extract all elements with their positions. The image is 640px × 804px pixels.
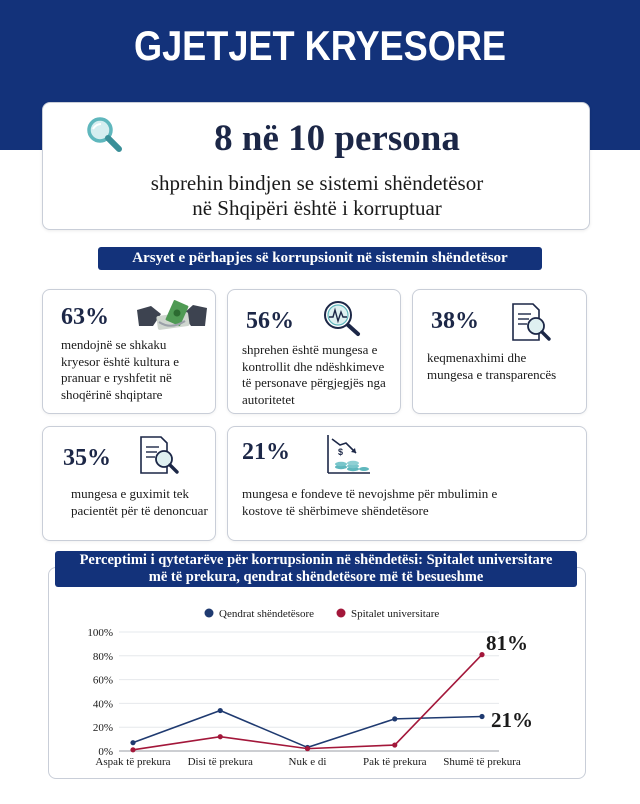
data-point: [130, 747, 135, 752]
key-finding-line: shprehin bindjen se sistemi shëndetësor: [150, 171, 484, 195]
y-tick-label: 20%: [92, 722, 113, 735]
reason-text-line: kontrollit dhe ndëshkimeve: [242, 358, 385, 374]
document-search-icon: [137, 435, 181, 477]
svg-text:$: $: [338, 447, 344, 457]
x-tick-label: Pak të prekura: [362, 756, 427, 768]
perception-title-line: Perceptimi i qytetarëve për korrupsionin në shëndetësi: Spitalet universitare: [79, 552, 553, 568]
key-finding-line: në Shqipëri është i korruptuar: [192, 196, 442, 220]
data-point: [392, 716, 397, 721]
data-point: [218, 708, 223, 713]
reason-text-line: shoqërinë shqiptare: [61, 386, 163, 402]
reason-card: [227, 426, 587, 541]
magnifier-chart-icon: [318, 298, 364, 338]
reason-card: [412, 289, 587, 414]
legend-label: Qendrat shëndetësore: [219, 608, 314, 620]
y-tick-label: 40%: [92, 698, 113, 711]
reasons-section-title: Arsyet e përhapjes së korrupsionit në sistemin shëndetësor: [98, 247, 542, 270]
y-tick-label: 80%: [92, 650, 113, 663]
annotation-label: 81%: [486, 631, 528, 655]
reason-text-line: autoritetet: [242, 391, 295, 407]
reason-text-line: mungesa e transparencës: [427, 366, 557, 382]
data-point: [218, 734, 223, 739]
reason-text-line: kostove të shërbimeve shëndetësore: [242, 502, 429, 518]
x-tick-label: Shumë të prekura: [443, 756, 521, 768]
reason-percent: 38%: [431, 308, 479, 334]
reason-text-line: pacientët për të denoncuar: [71, 502, 208, 518]
reason-percent: 63%: [61, 304, 109, 330]
annotation-label: 21%: [491, 708, 533, 732]
key-finding-card: [42, 102, 590, 230]
handshake-money-icon: [135, 296, 209, 338]
y-tick-label: 60%: [92, 674, 113, 687]
reason-card: [227, 289, 401, 414]
y-tick-label: 100%: [87, 627, 113, 639]
perception-title-line: më të prekura, qendrat shëndetësore më të besueshme: [148, 569, 484, 585]
reason-text-line: mungesa e fondeve të nevojshme për mbulimin e: [242, 486, 498, 501]
page-title: GJETJET KRYESORE: [133, 22, 507, 69]
reason-text-line: keqmenaxhimi dhe: [427, 350, 527, 365]
reason-text-line: shprehen është mungesa e: [242, 342, 378, 357]
data-point: [479, 652, 484, 657]
data-point: [392, 742, 397, 747]
series-line: [133, 655, 482, 750]
reason-card: [42, 289, 216, 414]
perception-line-chart: [49, 568, 587, 780]
legend-marker: [205, 609, 214, 618]
x-tick-label: Disi të prekura: [187, 756, 253, 768]
legend-marker: [337, 609, 346, 618]
reason-text: [242, 486, 497, 519]
reason-text-line: mungesa e guximit tek: [71, 486, 190, 501]
reason-text: [427, 350, 556, 383]
reason-text-line: mendojnë se shkaku: [61, 337, 167, 352]
data-point: [479, 714, 484, 719]
reason-text: [71, 486, 208, 519]
data-point: [305, 746, 310, 751]
reason-percent: 56%: [246, 308, 294, 334]
key-finding-stat: 8 në 10 persona: [214, 118, 460, 159]
data-point: [130, 740, 135, 745]
key-finding-description: [43, 171, 591, 221]
money-decline-icon: [324, 433, 372, 477]
x-tick-label: Aspak të prekura: [95, 756, 171, 768]
reason-card: [42, 426, 216, 541]
perception-section-title: [55, 551, 577, 587]
reason-text: [242, 342, 386, 408]
y-tick-label: 0%: [98, 746, 113, 758]
reason-percent: 35%: [63, 445, 111, 471]
x-tick-label: Nuk e di: [288, 756, 327, 768]
legend-label: Spitalet universitare: [351, 608, 440, 620]
reason-text-line: kryesor është kultura e: [61, 353, 180, 369]
perception-chart-panel: [48, 567, 586, 779]
reason-percent: 21%: [242, 439, 290, 465]
reason-text-line: të personave përgjegjës nga: [242, 375, 386, 390]
reason-text: [61, 337, 179, 403]
reason-text-line: pranuar e ryshfetit në: [61, 370, 172, 385]
document-search-icon: [509, 302, 553, 344]
